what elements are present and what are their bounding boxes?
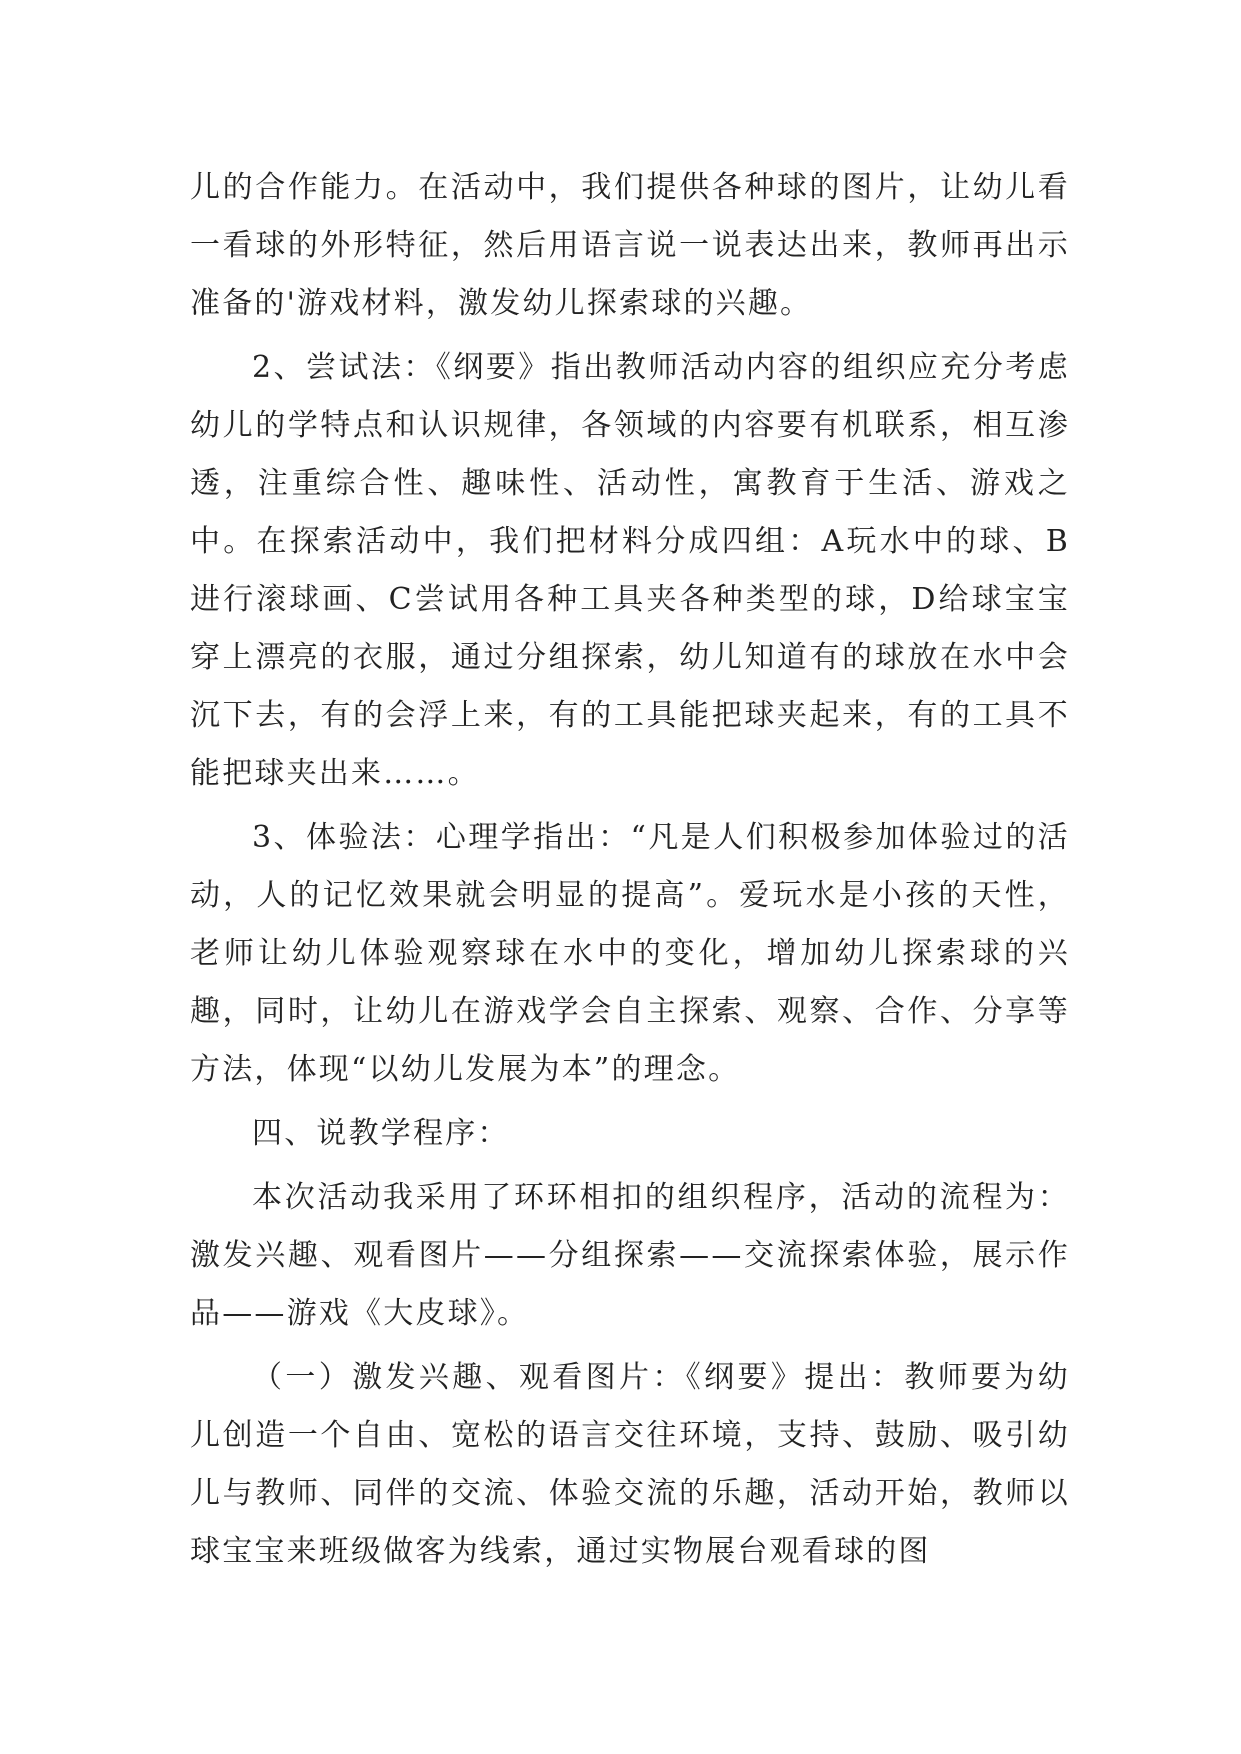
paragraph-3: 3、体验法：心理学指出：“凡是人们积极参加体验过的活动，人的记忆效果就会明显的提高”。爱玩水是小孩的天性，老师让幼儿体验观察球在水中的变化，增加幼儿探索球的兴趣，同时，让幼儿在游戏学会自主探索、观察、合作、分享等方法，体现“以幼儿发展为本”的理念。: [190, 820, 1070, 1087]
paragraph-5: （一）激发兴趣、观看图片：《纲要》提出：教师要为幼儿创造一个自由、宽松的语言交往环境，支持、鼓励、吸引幼儿与教师、同伴的交流、体验交流的乐趣，活动开始，教师以球宝宝来班级做客为线索，通过实物展台观看球的图: [190, 1360, 1070, 1569]
section-heading: 四、说教学程序：: [252, 1116, 510, 1151]
body-text: [190, 159, 1070, 1581]
paragraph-1: 儿的合作能力。在活动中，我们提供各种球的图片，让幼儿看一看球的外形特征，然后用语言说一说表达出来，教师再出示准备的'游戏材料，激发幼儿探索球的兴趣。: [190, 170, 1070, 321]
paragraph-4: 本次活动我采用了环环相扣的组织程序，活动的流程为：激发兴趣、观看图片——分组探索——交流探索体验，展示作品——游戏《大皮球》。: [190, 1180, 1070, 1331]
paragraph-2: 2、尝试法：《纲要》指出教师活动内容的组织应充分考虑幼儿的学特点和认识规律，各领域的内容要有机联系，相互渗透，注重综合性、趣味性、活动性，寓教育于生活、游戏之中。在探索活动中，我们把材料分成四组：A玩水中的球、B进行滚球画、C尝试用各种工具夹各种类型的球，D给球宝宝穿上漂亮的衣服，通过分组探索，幼儿知道有的球放在水中会沉下去，有的会浮上来，有的工具能把球夹起来，有的工具不能把球夹出来……。: [190, 350, 1070, 791]
